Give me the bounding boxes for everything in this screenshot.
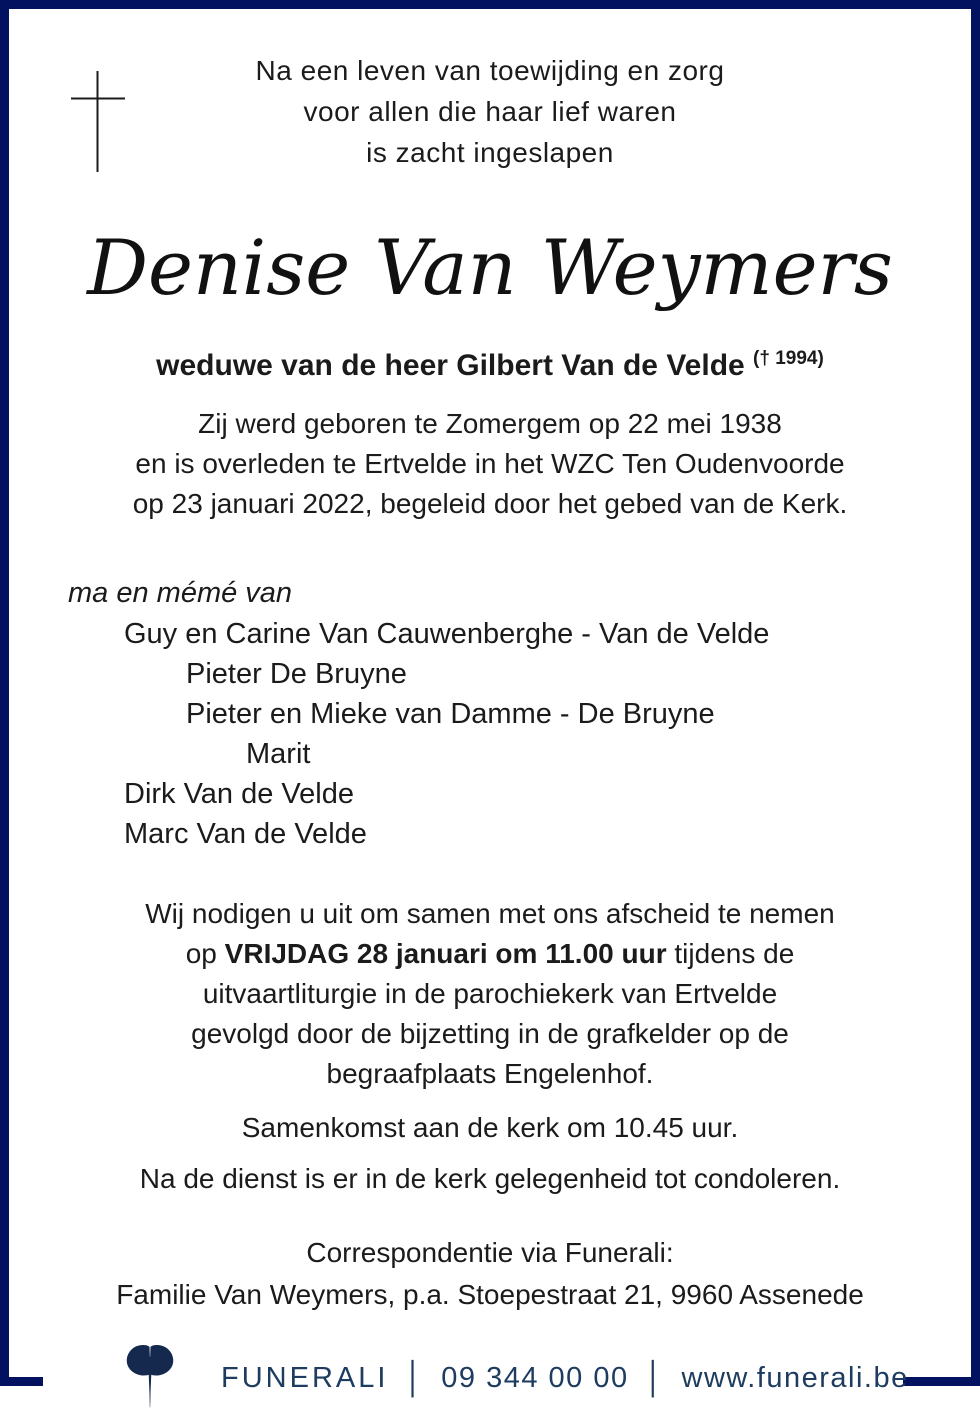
invitation-line: begraafplaats Engelenhof. (326, 1058, 654, 1089)
verse-line: Na een leven van toewijding en zorg (255, 55, 725, 86)
separator-bar: │ (404, 1359, 426, 1395)
condolences-note: Na de dienst is er in de kerk gelegenheid tot condoleren. (139, 1163, 841, 1194)
correspondence-line: Familie Van Weymers, p.a. Stoepestraat 21, 9960 Assenede (116, 1279, 864, 1310)
funeral-date-time: VRIJDAG 28 januari om 11.00 uur (224, 938, 667, 969)
correspondence-block (0, 1232, 980, 1316)
footer-contact-line (221, 1361, 909, 1397)
life-line: Zij werd geboren te Zomergem op 22 mei 1938 (198, 408, 782, 439)
spouse-death-year: († 1994) (753, 348, 824, 369)
family-intro: ma en mémé van (68, 577, 293, 609)
life-line: en is overleden te Ertvelde in het WZC Ten Oudenvoorde (135, 448, 845, 479)
family-member: Marit (246, 738, 311, 770)
widow-text: weduwe van de heer Gilbert Van de Velde (156, 349, 754, 382)
family-list (0, 614, 980, 854)
website-url: www.funerali.be (681, 1362, 909, 1394)
ginkgo-leaf-icon (125, 1343, 175, 1414)
life-dates-paragraph (0, 404, 980, 524)
correspondence-line: Correspondentie via Funerali: (306, 1237, 674, 1268)
invitation-line: gevolgd door de bijzetting in de grafkelder op de (191, 1018, 789, 1049)
gathering-time: Samenkomst aan de kerk om 10.45 uur. (241, 1112, 739, 1143)
brand-name: FUNERALI (221, 1362, 389, 1394)
invitation-line (0, 934, 980, 974)
funeral-home-footer (43, 1330, 909, 1417)
family-member: Pieter en Mieke van Damme - De Bruyne (186, 698, 715, 730)
phone-number: 09 344 00 00 (441, 1362, 629, 1394)
separator-bar: │ (644, 1359, 666, 1395)
invitation-line: uitvaartliturgie in de parochiekerk van Ertvelde (202, 978, 778, 1009)
verse-line: voor allen die haar lief waren (303, 96, 677, 127)
widow-line (0, 346, 980, 386)
invitation-text: tijdens de (666, 938, 795, 969)
family-member: Dirk Van de Velde (124, 778, 354, 810)
deceased-name: Denise Van Weymers (87, 223, 893, 312)
invitation-text: op (185, 938, 225, 969)
family-member: Guy en Carine Van Cauwenberghe - Van de Velde (124, 618, 770, 650)
funeral-invitation (0, 894, 980, 1094)
family-member: Marc Van de Velde (124, 818, 367, 850)
life-line: op 23 januari 2022, begeleid door het gebed van de Kerk. (132, 488, 848, 519)
invitation-line: Wij nodigen u uit om samen met ons afscheid te nemen (145, 898, 835, 929)
family-member: Pieter De Bruyne (186, 658, 407, 690)
opening-verse (0, 50, 980, 173)
verse-line: is zacht ingeslapen (366, 137, 614, 168)
